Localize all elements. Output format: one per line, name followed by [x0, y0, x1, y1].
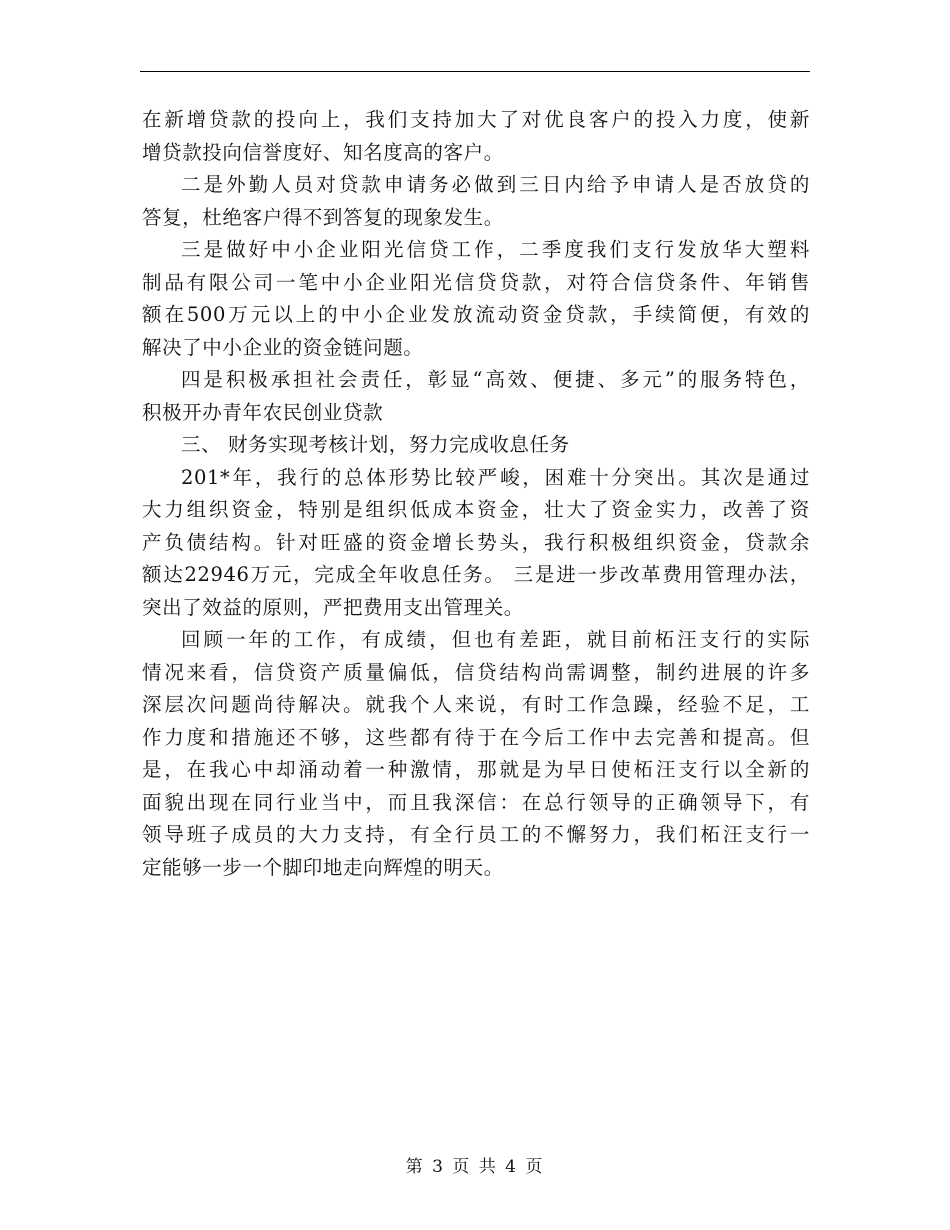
text-line: 产负债结构。针对旺盛的资金增长势头，我行积极组织资金，贷款余 — [142, 530, 810, 554]
header-rule — [140, 71, 810, 72]
text-line: 二是外勤人员对贷款申请务必做到三日内给予申请人是否放贷的 — [181, 173, 810, 196]
text-line: 大力组织资金，特别是组织低成本资金，壮大了资金实力，改善了资 — [142, 498, 810, 521]
text-line: 定能够一步一个脚印地走向辉煌的明天。 — [142, 855, 504, 879]
text-line: 面貌出现在同行业当中，而且我深信：在总行领导的正确领导下，有 — [142, 790, 810, 814]
text-line: 增贷款投向信誉度好、知名度高的客户。 — [142, 140, 504, 164]
text-line: 情况来看，信贷资产质量偏低，信贷结构尚需调整，制约进展的许多 — [142, 660, 810, 684]
text-line: 201*年，我行的总体形势比较严峻，困难十分突出。其次是通过 — [181, 465, 810, 489]
text-line: 回顾一年的工作，有成绩，但也有差距，就目前柘汪支行的实际 — [181, 628, 810, 651]
text-line: 解决了中小企业的资金链问题。 — [142, 335, 424, 359]
text-line: 四是积极承担社会责任，彰显“高效、便捷、多元”的服务特色， — [181, 368, 810, 391]
text-line: 作力度和措施还不够，这些都有待于在今后工作中去完善和提高。但 — [142, 725, 810, 749]
text-line: 在新增贷款的投向上，我们支持加大了对优良客户的投入力度，使新 — [142, 108, 810, 131]
text-line: 领导班子成员的大力支持，有全行员工的不懈努力，我们柘汪支行一 — [142, 823, 810, 846]
text-line: 额达22946万元，完成全年收息任务。 三是进一步改革费用管理办法， — [142, 563, 810, 586]
text-line: 积极开办青年农民创业贷款 — [142, 400, 384, 424]
text-line: 是，在我心中却涌动着一种激情，那就是为早日使柘汪支行以全新的 — [142, 758, 810, 781]
text-line: 制品有限公司一笔中小企业阳光信贷贷款，对符合信贷条件、年销售 — [142, 270, 810, 294]
text-line: 深层次问题尚待解决。就我个人来说，有时工作急躁，经验不足，工 — [142, 693, 810, 716]
text-line: 突出了效益的原则，严把费用支出管理关。 — [142, 595, 524, 619]
text-line: 答复，杜绝客户得不到答复的现象发生。 — [142, 205, 504, 229]
document-body — [142, 104, 810, 884]
text-line: 三是做好中小企业阳光信贷工作，二季度我们支行发放华大塑料 — [181, 238, 810, 261]
text-line: 三、 财务实现考核计划，努力完成收息任务 — [181, 433, 570, 456]
page-footer: 第 3 页 共 4 页 — [405, 1157, 545, 1177]
text-line: 额在500万元以上的中小企业发放流动资金贷款，手续简便，有效的 — [142, 303, 810, 326]
